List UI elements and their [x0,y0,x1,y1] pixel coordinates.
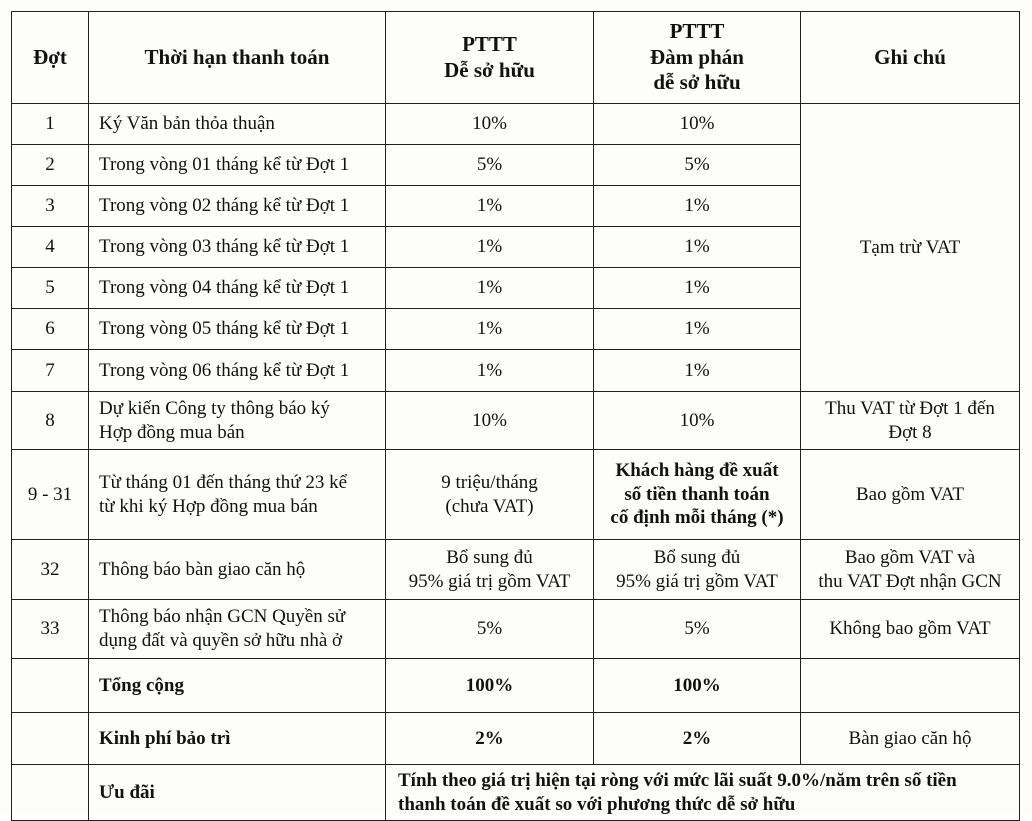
row9-p2-line2: số tiền thanh toán [624,483,770,505]
incentive-text-line1: Tính theo giá trị hiện tại ròng với mức lãi suất 9.0%/năm trên số tiền [398,769,957,791]
row-pttt1: 1% [386,309,594,350]
row-pttt1 [386,540,594,600]
row33-term-line2: dụng đất và quyền sở hữu nhà ở [99,630,343,651]
row-dot: 9 - 31 [12,450,89,540]
header-pttt1-line2: Dễ sở hữu [444,57,535,82]
row32-p1-line1: Bổ sung đủ [446,546,533,568]
maintenance-label: Kinh phí bảo trì [89,713,386,765]
row-pttt2: 1% [594,227,801,268]
maintenance-pttt2: 2% [594,713,801,765]
maintenance-empty-cell [12,713,89,765]
row-note: Bao gồm VAT [801,450,1020,540]
payment-schedule-table [11,11,1020,821]
row-dot: 33 [12,600,89,659]
row32-p1-line2: 95% giá trị gồm VAT [408,570,571,592]
row-note [801,392,1020,450]
table-row-9-31 [12,450,1020,540]
row-dot: 4 [12,227,89,268]
header-payment-term: Thời hạn thanh toán [89,12,386,104]
row-term [89,450,386,540]
row32-note-line1: Bao gồm VAT và [844,546,976,568]
row-pttt1: 5% [386,145,594,186]
row9-p1-line2: (chưa VAT) [445,495,534,517]
table-row-32 [12,540,1020,600]
table-row-33 [12,600,1020,659]
row-dot: 5 [12,268,89,309]
row-term: Trong vòng 01 tháng kể từ Đợt 1 [89,145,386,186]
row8-term-line2: Hợp đồng mua bán [99,421,245,443]
header-pttt-de-so-huu [386,12,594,104]
row-pttt1: 1% [386,350,594,392]
incentive-text-line2: thanh toán đề xuất so với phương thức dễ sở hữu [398,793,796,815]
header-pttt2-line1: PTTT [669,19,725,44]
total-pttt1: 100% [386,659,594,713]
row9-term-line1: Từ tháng 01 đến tháng thứ 23 kể [99,471,348,493]
row-term: Trong vòng 02 tháng kể từ Đợt 1 [89,186,386,227]
total-empty-cell [12,659,89,713]
row-dot: 6 [12,309,89,350]
row-pttt2: 1% [594,186,801,227]
row-dot: 32 [12,540,89,600]
row-pttt1: 5% [386,600,594,659]
row-term [89,600,386,659]
row-pttt1 [386,450,594,540]
incentive-empty-cell [12,765,89,821]
row32-note-line2: thu VAT Đợt nhận GCN [818,570,1002,592]
row-pttt2: 1% [594,268,801,309]
header-row [12,12,1020,104]
row33-term-line1: Thông báo nhận GCN Quyền sử [99,606,346,628]
total-row [12,659,1020,713]
row-pttt2 [594,540,801,600]
row-pttt1: 10% [386,392,594,450]
row-term: Trong vòng 05 tháng kể từ Đợt 1 [89,309,386,350]
row-pttt1: 10% [386,104,594,145]
row32-p2-line1: Bổ sung đủ [653,546,741,568]
row-pttt2: 5% [594,145,801,186]
row9-term-line2: từ khi ký Hợp đồng mua bán [99,495,318,517]
row-term: Trong vòng 06 tháng kể từ Đợt 1 [89,350,386,392]
row-note: Không bao gồm VAT [801,600,1020,659]
total-pttt2: 100% [594,659,801,713]
row-pttt2: 10% [594,392,801,450]
row-pttt2: 1% [594,309,801,350]
row8-note-line2: Đợt 8 [888,421,932,443]
row-note [801,540,1020,600]
row-dot: 3 [12,186,89,227]
row32-p2-line2: 95% giá trị gồm VAT [616,570,778,592]
row9-p2-line3: cố định mỗi tháng (*) [610,507,784,529]
maintenance-note: Bàn giao căn hộ [801,713,1020,765]
row-pttt2: 1% [594,350,801,392]
row8-term-line1: Dự kiến Công ty thông báo ký [99,397,330,419]
table-row-8 [12,392,1020,450]
row-pttt2: 5% [594,600,801,659]
row-pttt1: 1% [386,186,594,227]
total-note-empty [801,659,1020,713]
row-dot: 1 [12,104,89,145]
maintenance-row [12,713,1020,765]
row-pttt2: 10% [594,104,801,145]
row-term: Thông báo bàn giao căn hộ [89,540,386,600]
row-term [89,392,386,450]
row9-p2-line1: Khách hàng đề xuất [615,459,779,481]
header-pttt-dam-phan [594,12,801,104]
header-dot: Đợt [12,12,89,104]
row-term: Ký Văn bản thỏa thuận [89,104,386,145]
maintenance-pttt1: 2% [386,713,594,765]
header-pttt1-line1: PTTT [462,31,517,56]
row-dot: 8 [12,392,89,450]
row-dot: 7 [12,350,89,392]
row-term: Trong vòng 03 tháng kể từ Đợt 1 [89,227,386,268]
row-pttt1: 1% [386,227,594,268]
incentive-label: Ưu đãi [89,765,386,821]
row-pttt1: 1% [386,268,594,309]
row-term: Trong vòng 04 tháng kể từ Đợt 1 [89,268,386,309]
header-note: Ghi chú [801,12,1020,104]
header-pttt2-line3: dễ sở hữu [653,70,741,95]
incentive-row [12,765,1020,821]
row-dot: 2 [12,145,89,186]
table-row [12,104,1020,145]
total-label: Tổng cộng [89,659,386,713]
row9-p1-line1: 9 triệu/tháng [441,471,538,493]
incentive-text [386,765,1020,821]
row8-note-line1: Thu VAT từ Đợt 1 đến [825,397,995,419]
note-tam-tru-vat: Tạm trừ VAT [801,104,1020,392]
row-pttt2 [594,450,801,540]
header-pttt2-line2: Đàm phán [650,44,744,69]
